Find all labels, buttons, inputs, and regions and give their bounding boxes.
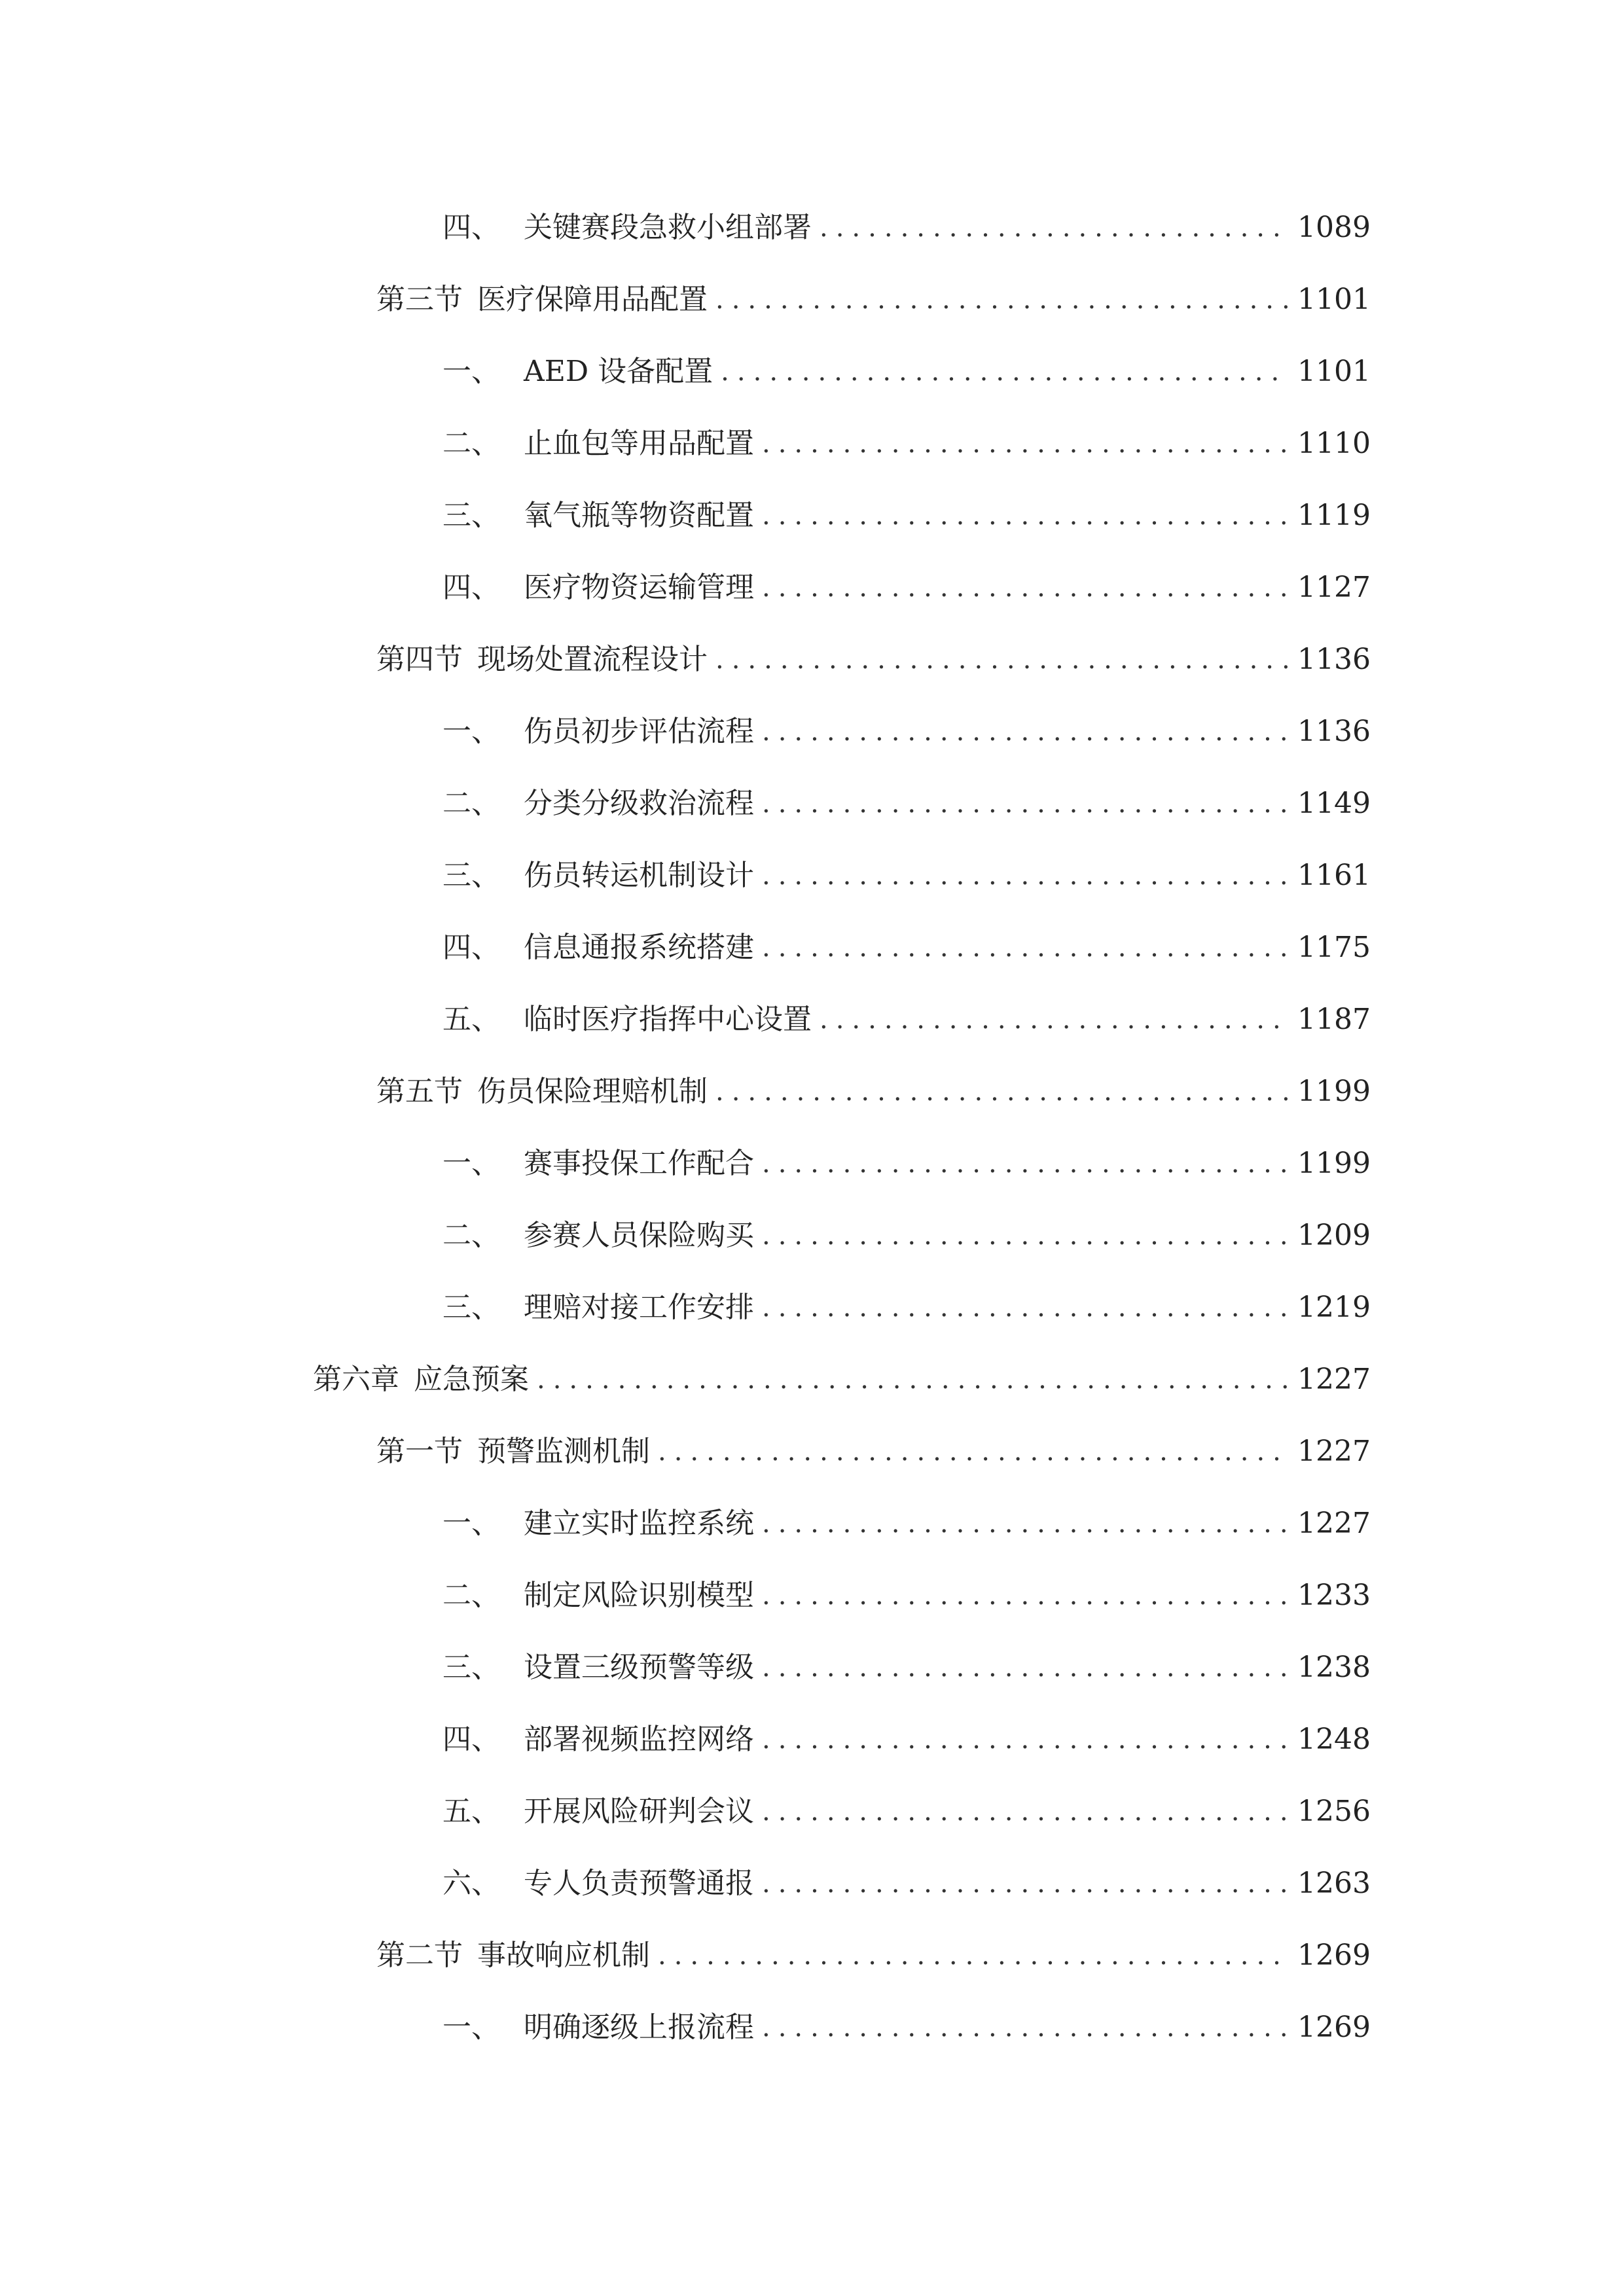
- toc-entry-page-number: 1248: [1297, 1723, 1371, 1756]
- toc-entry[interactable]: [442, 1282, 1371, 1334]
- toc-entry-number: 二、: [442, 1579, 500, 1612]
- toc-entry-title: 明确逐级上报流程: [524, 2011, 754, 2044]
- toc-entry-title: 事故响应机制: [477, 1939, 650, 1972]
- toc-entry[interactable]: [442, 1857, 1371, 1910]
- toc-dot-leader: [762, 1498, 1288, 1550]
- toc-dot-leader: [820, 202, 1288, 254]
- toc-entry-title: 分类分级救治流程: [524, 787, 754, 820]
- toc-entry[interactable]: [376, 634, 1371, 686]
- toc-entry-title: 参赛人员保险购买: [524, 1219, 754, 1252]
- toc-dot-leader: [762, 1282, 1288, 1334]
- toc-dot-leader: [762, 1138, 1288, 1190]
- toc-entry-page-number: 1161: [1297, 859, 1371, 892]
- toc-dot-leader: [658, 1426, 1288, 1478]
- toc-dot-leader: [762, 2001, 1288, 2054]
- toc-entry-number: 第五节: [376, 1075, 463, 1108]
- toc-entry-number: 第二节: [376, 1939, 463, 1972]
- toc-entry[interactable]: [442, 2001, 1371, 2054]
- toc-entry-title: 医疗物资运输管理: [524, 571, 754, 604]
- toc-entry-title: 临时医疗指挥中心设置: [524, 1003, 812, 1036]
- toc-entry-number: 二、: [442, 1219, 500, 1252]
- toc-entry-title: 制定风险识别模型: [524, 1579, 754, 1612]
- toc-entry-number: 一、: [442, 355, 500, 388]
- toc-entry-page-number: 1233: [1297, 1579, 1371, 1612]
- toc-entry-title: 医疗保障用品配置: [477, 283, 708, 316]
- toc-entry-title: AED 设备配置: [524, 355, 713, 388]
- toc-entry[interactable]: [442, 418, 1371, 470]
- toc-entry[interactable]: [376, 1426, 1371, 1478]
- toc-dot-leader: [762, 1210, 1288, 1262]
- toc-entry-page-number: 1209: [1297, 1219, 1371, 1252]
- toc-entry[interactable]: [376, 274, 1371, 326]
- toc-dot-leader: [762, 1713, 1288, 1766]
- toc-dot-leader: [762, 1857, 1288, 1910]
- toc-entry-number: 四、: [442, 1723, 500, 1756]
- toc-entry[interactable]: [442, 1570, 1371, 1622]
- toc-dot-leader: [762, 922, 1288, 974]
- toc-entry-page-number: 1149: [1297, 787, 1371, 820]
- toc-entry[interactable]: [313, 1354, 1371, 1406]
- toc-dot-leader: [537, 1354, 1288, 1406]
- toc-entry[interactable]: [442, 1785, 1371, 1838]
- toc-entry-title: 伤员初步评估流程: [524, 715, 754, 748]
- toc-entry[interactable]: [442, 490, 1371, 542]
- toc-entry[interactable]: [442, 922, 1371, 974]
- toc-entry-number: 二、: [442, 787, 500, 820]
- toc-entry-title: 氧气瓶等物资配置: [524, 499, 754, 532]
- toc-entry-page-number: 1089: [1297, 211, 1371, 244]
- toc-entry-page-number: 1101: [1297, 355, 1371, 388]
- toc-dot-leader: [715, 1066, 1288, 1118]
- toc-entry-page-number: 1238: [1297, 1651, 1371, 1684]
- toc-dot-leader: [762, 778, 1288, 830]
- toc-entry-page-number: 1227: [1297, 1363, 1371, 1396]
- toc-entry-title: 应急预案: [414, 1363, 529, 1396]
- toc-entry[interactable]: [442, 778, 1371, 830]
- toc-dot-leader: [762, 706, 1288, 758]
- toc-entry-title: 止血包等用品配置: [524, 427, 754, 460]
- toc-entry-page-number: 1187: [1297, 1003, 1371, 1036]
- toc-dot-leader: [715, 634, 1288, 686]
- toc-entry-number: 一、: [442, 715, 500, 748]
- toc-dot-leader: [715, 274, 1288, 326]
- toc-entry-number: 三、: [442, 1651, 500, 1684]
- toc-entry-page-number: 1227: [1297, 1507, 1371, 1540]
- toc-entry[interactable]: [442, 346, 1371, 398]
- toc-entry-number: 第四节: [376, 643, 463, 676]
- toc-entry-number: 四、: [442, 571, 500, 604]
- toc-entry-number: 五、: [442, 1795, 500, 1828]
- toc-entry[interactable]: [442, 850, 1371, 902]
- toc-entry-number: 二、: [442, 427, 500, 460]
- toc-entry[interactable]: [442, 1498, 1371, 1550]
- toc-entry-page-number: 1219: [1297, 1291, 1371, 1324]
- toc-entry-number: 四、: [442, 211, 500, 244]
- toc-entry-page-number: 1136: [1297, 715, 1371, 748]
- toc-dot-leader: [721, 346, 1288, 398]
- toc-entry-title: 伤员转运机制设计: [524, 859, 754, 892]
- toc-dot-leader: [762, 1641, 1288, 1694]
- toc-entry-page-number: 1175: [1297, 931, 1371, 964]
- toc-entry-title: 部署视频监控网络: [524, 1723, 754, 1756]
- toc-entry[interactable]: [442, 1713, 1371, 1766]
- toc-dot-leader: [762, 490, 1288, 542]
- toc-entry-number: 一、: [442, 2011, 500, 2044]
- toc-entry-number: 六、: [442, 1867, 500, 1900]
- toc-entry[interactable]: [442, 562, 1371, 614]
- toc-entry-number: 三、: [442, 499, 500, 532]
- toc-entry-page-number: 1269: [1297, 2011, 1371, 2044]
- toc-entry-page-number: 1256: [1297, 1795, 1371, 1828]
- toc-dot-leader: [658, 1929, 1288, 1982]
- toc-entry-page-number: 1263: [1297, 1867, 1371, 1900]
- toc-dot-leader: [762, 562, 1288, 614]
- toc-entry-page-number: 1127: [1297, 571, 1371, 604]
- toc-entry-title: 预警监测机制: [477, 1435, 650, 1468]
- toc-entry-title: 理赔对接工作安排: [524, 1291, 754, 1324]
- toc-entry[interactable]: [442, 1210, 1371, 1262]
- toc-entry-title: 开展风险研判会议: [524, 1795, 754, 1828]
- toc-dot-leader: [762, 1785, 1288, 1838]
- toc-entry-title: 现场处置流程设计: [477, 643, 708, 676]
- toc-entry-page-number: 1199: [1297, 1147, 1371, 1180]
- toc-entry-number: 第六章: [313, 1363, 399, 1396]
- toc-entry-number: 五、: [442, 1003, 500, 1036]
- toc-entry[interactable]: [442, 1138, 1371, 1190]
- toc-dot-leader: [762, 1570, 1288, 1622]
- toc-entry[interactable]: [442, 706, 1371, 758]
- toc-entry-title: 关键赛段急救小组部署: [524, 211, 812, 244]
- toc-entry-title: 信息通报系统搭建: [524, 931, 754, 964]
- toc-entry-page-number: 1101: [1297, 283, 1371, 316]
- toc-entry[interactable]: [376, 1929, 1371, 1982]
- toc-entry[interactable]: [376, 1066, 1371, 1118]
- toc-entry-title: 建立实时监控系统: [524, 1507, 754, 1540]
- toc-entry-page-number: 1227: [1297, 1435, 1371, 1468]
- toc-dot-leader: [820, 994, 1288, 1046]
- toc-entry-number: 三、: [442, 1291, 500, 1324]
- toc-entry-number: 四、: [442, 931, 500, 964]
- toc-entry[interactable]: [442, 1641, 1371, 1694]
- toc-dot-leader: [762, 418, 1288, 470]
- toc-entry-page-number: 1136: [1297, 643, 1371, 676]
- toc-entry-page-number: 1110: [1297, 427, 1371, 460]
- toc-entry-page-number: 1199: [1297, 1075, 1371, 1108]
- toc-entry-number: 一、: [442, 1507, 500, 1540]
- toc-dot-leader: [762, 850, 1288, 902]
- toc-entry-number: 第三节: [376, 283, 463, 316]
- toc-entry-page-number: 1269: [1297, 1939, 1371, 1972]
- toc-entry-title: 赛事投保工作配合: [524, 1147, 754, 1180]
- toc-entry[interactable]: [442, 994, 1371, 1046]
- toc-entry-number: 三、: [442, 859, 500, 892]
- toc-entry-title: 伤员保险理赔机制: [477, 1075, 708, 1108]
- toc-entry-number: 第一节: [376, 1435, 463, 1468]
- toc-entry-title: 设置三级预警等级: [524, 1651, 754, 1684]
- toc-entry-title: 专人负责预警通报: [524, 1867, 754, 1900]
- toc-entry[interactable]: [442, 202, 1371, 254]
- toc-entry-number: 一、: [442, 1147, 500, 1180]
- toc-entry-page-number: 1119: [1297, 499, 1371, 532]
